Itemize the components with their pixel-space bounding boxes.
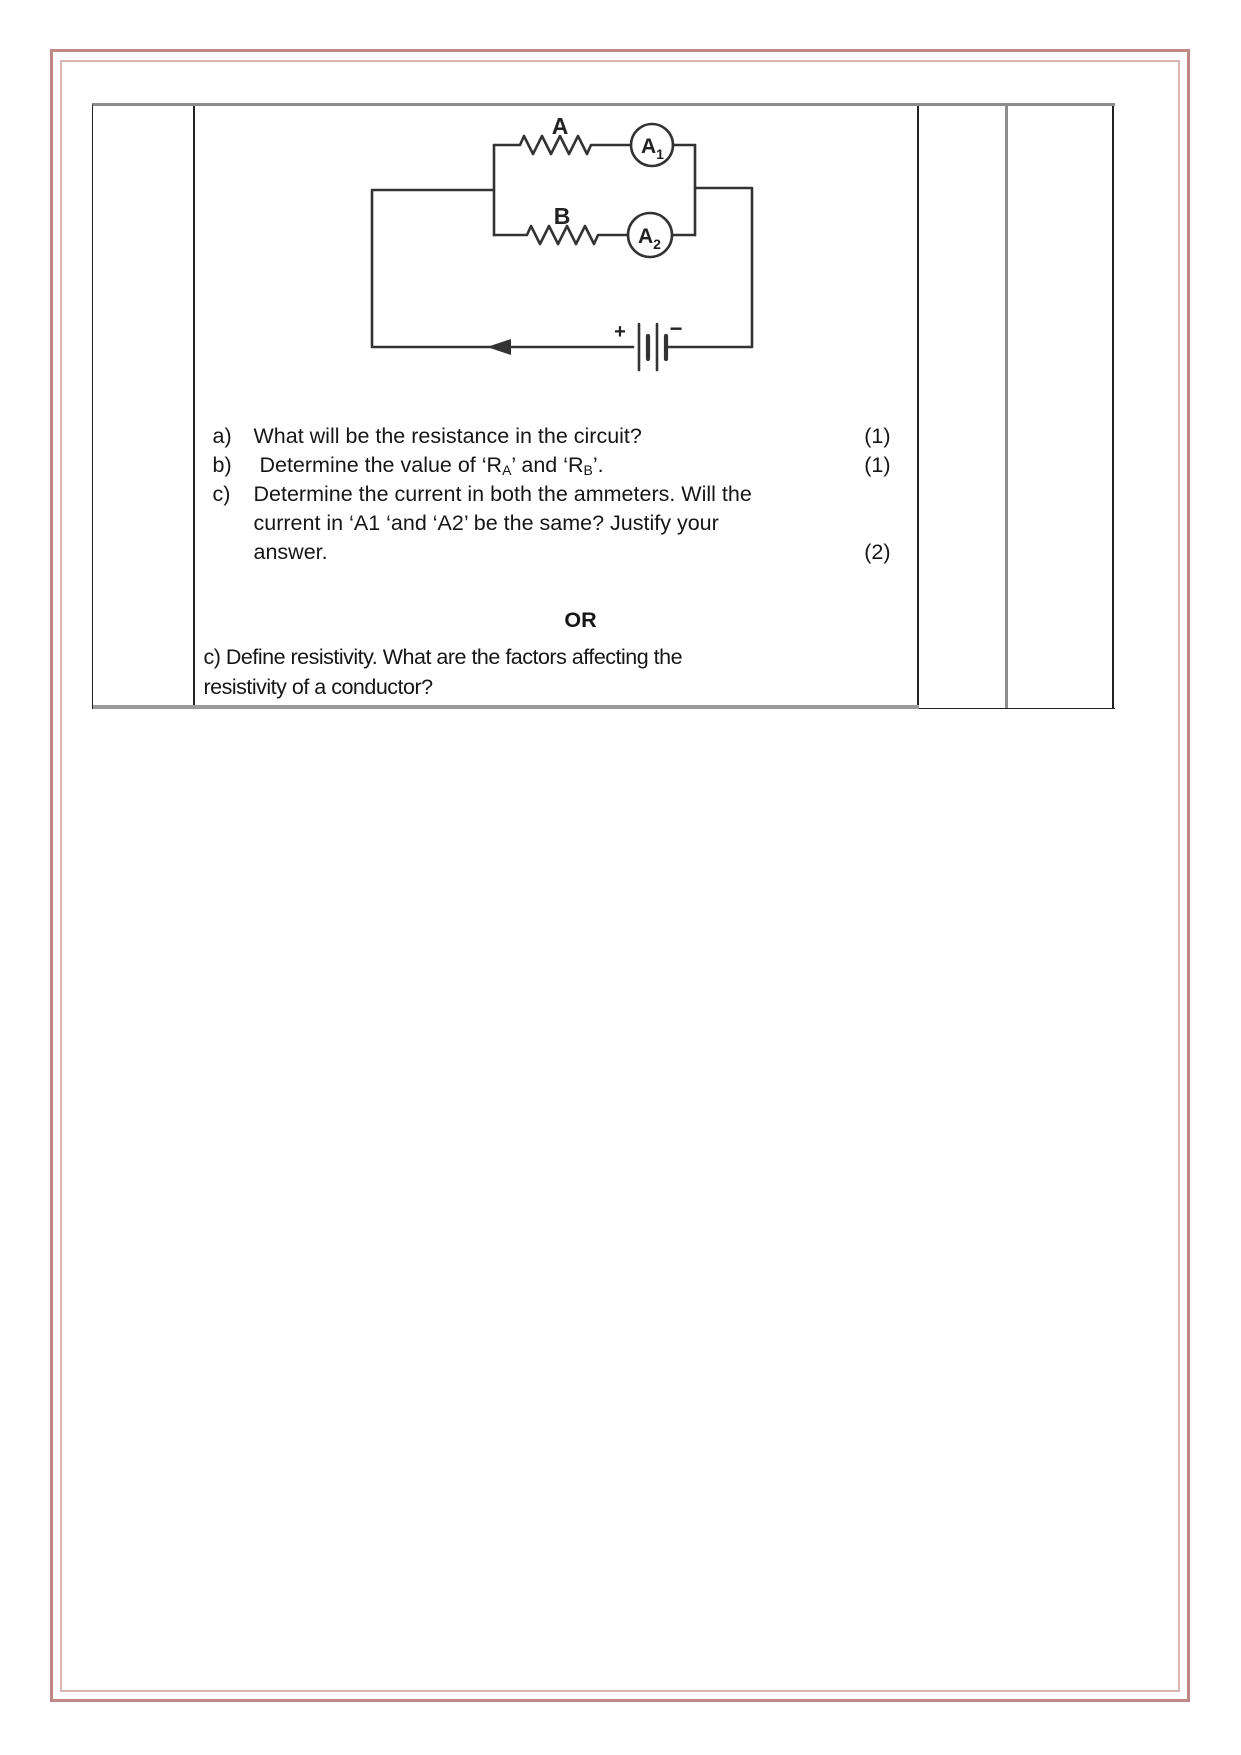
circuit-diagram — [195, 106, 917, 378]
table-bottom-border-black — [919, 708, 1115, 710]
question-b-label: b) — [212, 453, 232, 477]
question-c-text-line3: answer. — [253, 540, 328, 564]
question-c-text-line2: current in ‘A1 ‘and ‘A2’ be the same? Justify your — [253, 511, 719, 535]
alt-question-c-line1: c) Define resistivity. What are the factors affecting the — [203, 645, 683, 669]
table-right-edge — [1112, 106, 1114, 709]
table-divider-3 — [1005, 106, 1008, 709]
question-c-text-line1: Determine the current in both the ammeters. Will the — [253, 482, 752, 506]
question-cell — [195, 106, 917, 709]
or-separator: OR — [564, 608, 597, 632]
subscript-rb: B — [583, 462, 593, 478]
resistor-a-label: A — [551, 113, 568, 139]
question-a-marks: (1) — [864, 424, 891, 448]
resistor-b-label: B — [553, 203, 570, 229]
current-arrow — [487, 339, 511, 355]
question-c-row-2 — [195, 509, 919, 538]
question-a-row — [195, 422, 919, 451]
question-c-row-3 — [195, 538, 919, 567]
wire-left — [372, 190, 633, 347]
battery-minus-sign: − — [669, 316, 682, 341]
subscript-ra: A — [502, 462, 512, 478]
question-c-row-1 — [195, 480, 919, 509]
question-table — [92, 103, 1115, 709]
ammeter-a1-label: $A_1$ — [640, 135, 664, 162]
question-b-text: Determine the value of ‘$R_A$’ and ‘$R_B$’. — [253, 453, 604, 478]
question-a-label: a) — [212, 424, 232, 448]
alt-question-c-row-1 — [195, 643, 919, 672]
question-c-marks: (2) — [864, 540, 891, 564]
question-c-label: c) — [212, 482, 231, 506]
question-b-row — [195, 451, 919, 480]
battery-plus-sign: + — [613, 321, 626, 343]
alt-question-c-row-2 — [195, 673, 919, 702]
question-a-text: What will be the resistance in the circuit? — [253, 424, 642, 448]
alt-question-c-line2: resistivity of a conductor? — [203, 675, 433, 699]
ammeter-a2-label: $A_2$ — [637, 225, 661, 252]
question-b-marks: (1) — [864, 453, 891, 477]
